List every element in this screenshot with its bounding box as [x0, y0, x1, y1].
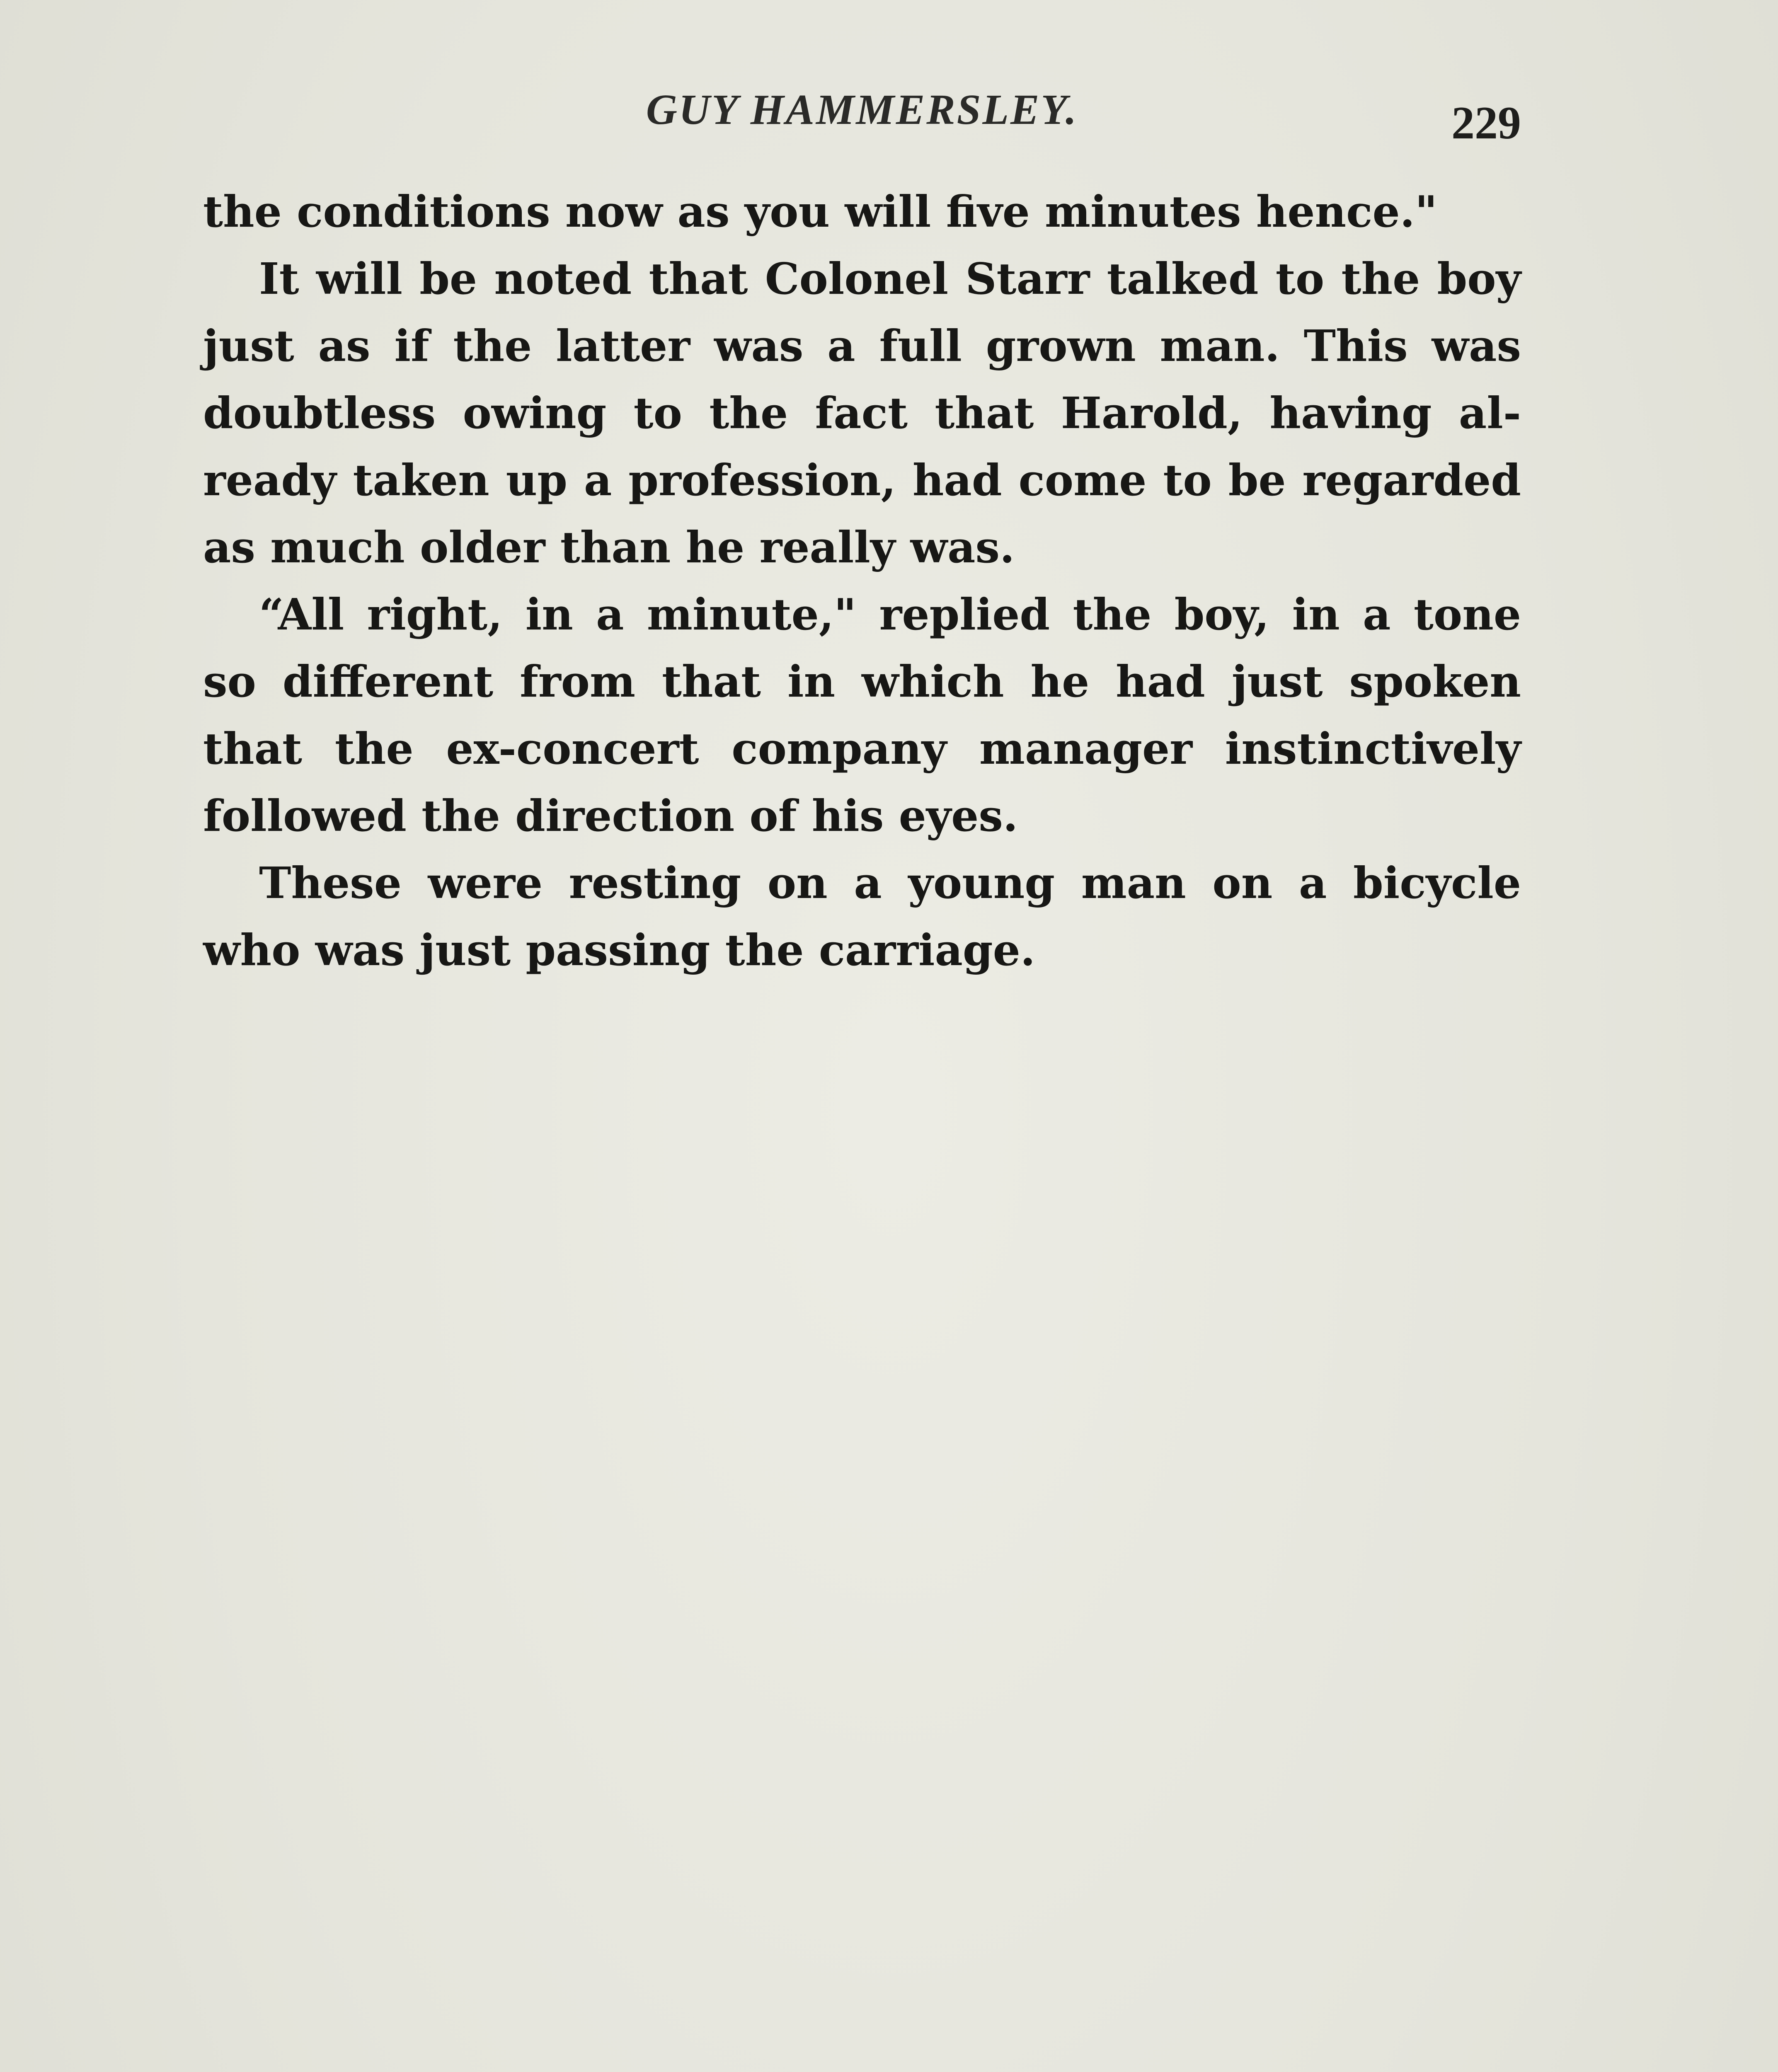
- text-line: who was just passing the carriage.: [203, 925, 1035, 975]
- running-title: GUY HAMMERSLEY.: [646, 86, 1078, 133]
- page-number: 229: [1451, 97, 1521, 149]
- text-line: that the ex-concert company manager instinctively: [203, 723, 1521, 774]
- text-line: doubtless owing to the fact that Harold, having al-: [203, 387, 1521, 438]
- text-line: just as if the latter was a full grown man. This was: [203, 320, 1521, 371]
- text-line: It will be noted that Colonel Starr talked to the boy: [259, 253, 1521, 304]
- text-line: These were resting on a young man on a bicycle: [259, 857, 1521, 908]
- body-text: [203, 178, 1521, 984]
- text-line: ready taken up a profession, had come to be regarded: [203, 455, 1521, 506]
- text-line: so different from that in which he had just spoken: [203, 656, 1521, 707]
- text-line: as much older than he really was.: [203, 522, 1015, 573]
- text-line: followed the direction of his eyes.: [203, 790, 1018, 841]
- text-line: the conditions now as you will five minutes hence.": [203, 186, 1438, 237]
- text-line: “All right, in a minute," replied the boy, in a tone: [259, 589, 1521, 640]
- running-head: [203, 85, 1521, 147]
